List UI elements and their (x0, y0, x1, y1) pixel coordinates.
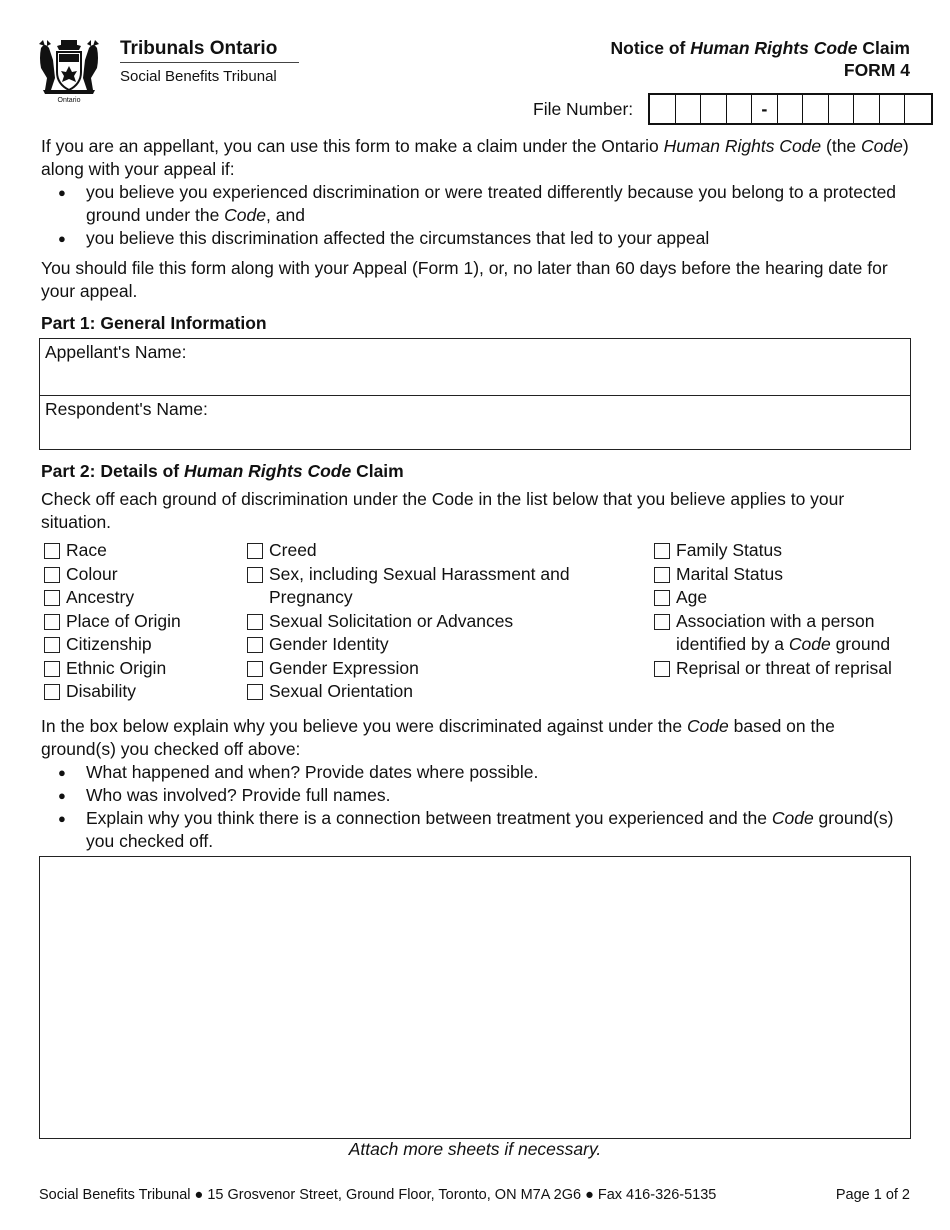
org-subtitle: Social Benefits Tribunal (120, 68, 277, 85)
ground-sexual-solicitation[interactable]: Sexual Solicitation or Advances (244, 610, 604, 634)
checkbox[interactable] (654, 614, 670, 630)
explanation-bullet: ● Who was involved? Provide full names. (41, 784, 911, 807)
appellant-name-field[interactable] (40, 339, 910, 395)
checkbox[interactable] (44, 684, 60, 700)
ground-reprisal[interactable]: Reprisal or threat of reprisal (651, 657, 916, 681)
ground-marital-status[interactable]: Marital Status (651, 563, 916, 587)
form-title: Notice of Human Rights Code Claim (610, 38, 910, 58)
file-number-box[interactable] (905, 95, 931, 123)
intro-bullets (41, 181, 911, 250)
general-information-table (39, 338, 911, 450)
file-number-box[interactable] (854, 95, 880, 123)
file-number-box[interactable] (727, 95, 753, 123)
checkbox[interactable] (654, 590, 670, 606)
ground-ethnic-origin[interactable]: Ethnic Origin (41, 657, 231, 681)
explanation-text-area[interactable] (39, 856, 911, 1139)
ground-ancestry[interactable]: Ancestry (41, 586, 231, 610)
footer-address: Social Benefits Tribunal ● 15 Grosvenor Street, Ground Floor, Toronto, ON M7A 2G6 ● Fax 416-326-5135 (39, 1187, 717, 1203)
page-number: Page 1 of 2 (835, 1187, 910, 1203)
ground-citizenship[interactable]: Citizenship (41, 633, 231, 657)
ontario-coat-of-arms-logo (37, 38, 101, 104)
ground-gender-identity[interactable]: Gender Identity (244, 633, 604, 657)
file-number-box[interactable] (803, 95, 829, 123)
checkbox[interactable] (247, 637, 263, 653)
file-number-separator: - (752, 95, 778, 123)
part2-instructions: Check off each ground of discrimination under the Code in the list below that you believe applies to your situation. (41, 489, 845, 532)
explanation-bullet: ● What happened and when? Provide dates where possible. (41, 761, 911, 784)
checkbox[interactable] (247, 567, 263, 583)
grounds-column-1 (41, 539, 231, 704)
file-number-label: File Number: (533, 98, 634, 119)
ground-race[interactable]: Race (41, 539, 231, 563)
organization-block (120, 38, 300, 87)
form-number: FORM 4 (843, 60, 910, 80)
checkbox[interactable] (44, 567, 60, 583)
ground-sex[interactable]: Sex, including Sexual Harassment and Pregnancy (244, 563, 604, 610)
form-heading (611, 37, 911, 81)
appellant-name-label: Appellant's Name: (45, 342, 187, 362)
ground-association[interactable]: Association with a person identified by a Code ground (651, 610, 916, 657)
file-number-box[interactable] (701, 95, 727, 123)
checkbox[interactable] (247, 543, 263, 559)
checkbox[interactable] (44, 590, 60, 606)
logo-caption: Ontario (57, 97, 81, 104)
checkbox[interactable] (247, 684, 263, 700)
explanation-bullet: ● Explain why you think there is a connection between treatment you experienced and the Code ground(s) you checked off. (41, 807, 911, 853)
filing-instructions: You should file this form along with your Appeal (Form 1), or, no later than 60 days before the hearing date for your appeal. (41, 258, 888, 301)
attach-sheets-note: Attach more sheets if necessary. (348, 1139, 602, 1159)
file-number-box[interactable] (676, 95, 702, 123)
ground-colour[interactable]: Colour (41, 563, 231, 587)
part2-heading: Part 2: Details of Human Rights Code Claim (41, 461, 404, 481)
explanation-instructions (41, 715, 911, 853)
org-title: Tribunals Ontario (120, 38, 278, 59)
org-divider (120, 62, 299, 63)
explanation-bullets (41, 761, 911, 853)
part1-heading: Part 1: General Information (41, 313, 267, 333)
checkbox[interactable] (654, 567, 670, 583)
checkbox[interactable] (654, 543, 670, 559)
file-number-field (533, 93, 933, 125)
checkbox[interactable] (654, 661, 670, 677)
checkbox[interactable] (247, 614, 263, 630)
intro-bullet: ● you believe this discrimination affected the circumstances that led to your appeal (41, 227, 911, 250)
file-number-box[interactable] (880, 95, 906, 123)
explanation-intro: In the box below explain why you believe you were discriminated against under the Code based on the ground(s) you checked off above: (41, 716, 835, 759)
checkbox[interactable] (44, 637, 60, 653)
intro-bullet: ● you believe you experienced discrimination or were treated differently because you belong to a protected ground under the Code, and (41, 181, 911, 227)
checkbox[interactable] (247, 661, 263, 677)
ground-age[interactable]: Age (651, 586, 916, 610)
respondent-name-field[interactable] (40, 395, 910, 451)
intro-paragraph: If you are an appellant, you can use this form to make a claim under the Ontario Human Rights Code (the Code) along with your appeal if: (41, 136, 909, 179)
file-number-boxes (648, 93, 933, 125)
ground-gender-expression[interactable]: Gender Expression (244, 657, 604, 681)
ground-disability[interactable]: Disability (41, 680, 231, 704)
coat-of-arms-icon (37, 38, 101, 104)
file-number-box[interactable] (650, 95, 676, 123)
ground-creed[interactable]: Creed (244, 539, 604, 563)
respondent-name-label: Respondent's Name: (45, 398, 208, 419)
file-number-box[interactable] (829, 95, 855, 123)
checkbox[interactable] (44, 614, 60, 630)
ground-sexual-orientation[interactable]: Sexual Orientation (244, 680, 604, 704)
checkbox[interactable] (44, 661, 60, 677)
grounds-column-3 (651, 539, 916, 680)
checkbox[interactable] (44, 543, 60, 559)
intro-section (41, 135, 911, 250)
grounds-column-2 (244, 539, 604, 704)
ground-family-status[interactable]: Family Status (651, 539, 916, 563)
file-number-box[interactable] (778, 95, 804, 123)
ground-place-of-origin[interactable]: Place of Origin (41, 610, 231, 634)
